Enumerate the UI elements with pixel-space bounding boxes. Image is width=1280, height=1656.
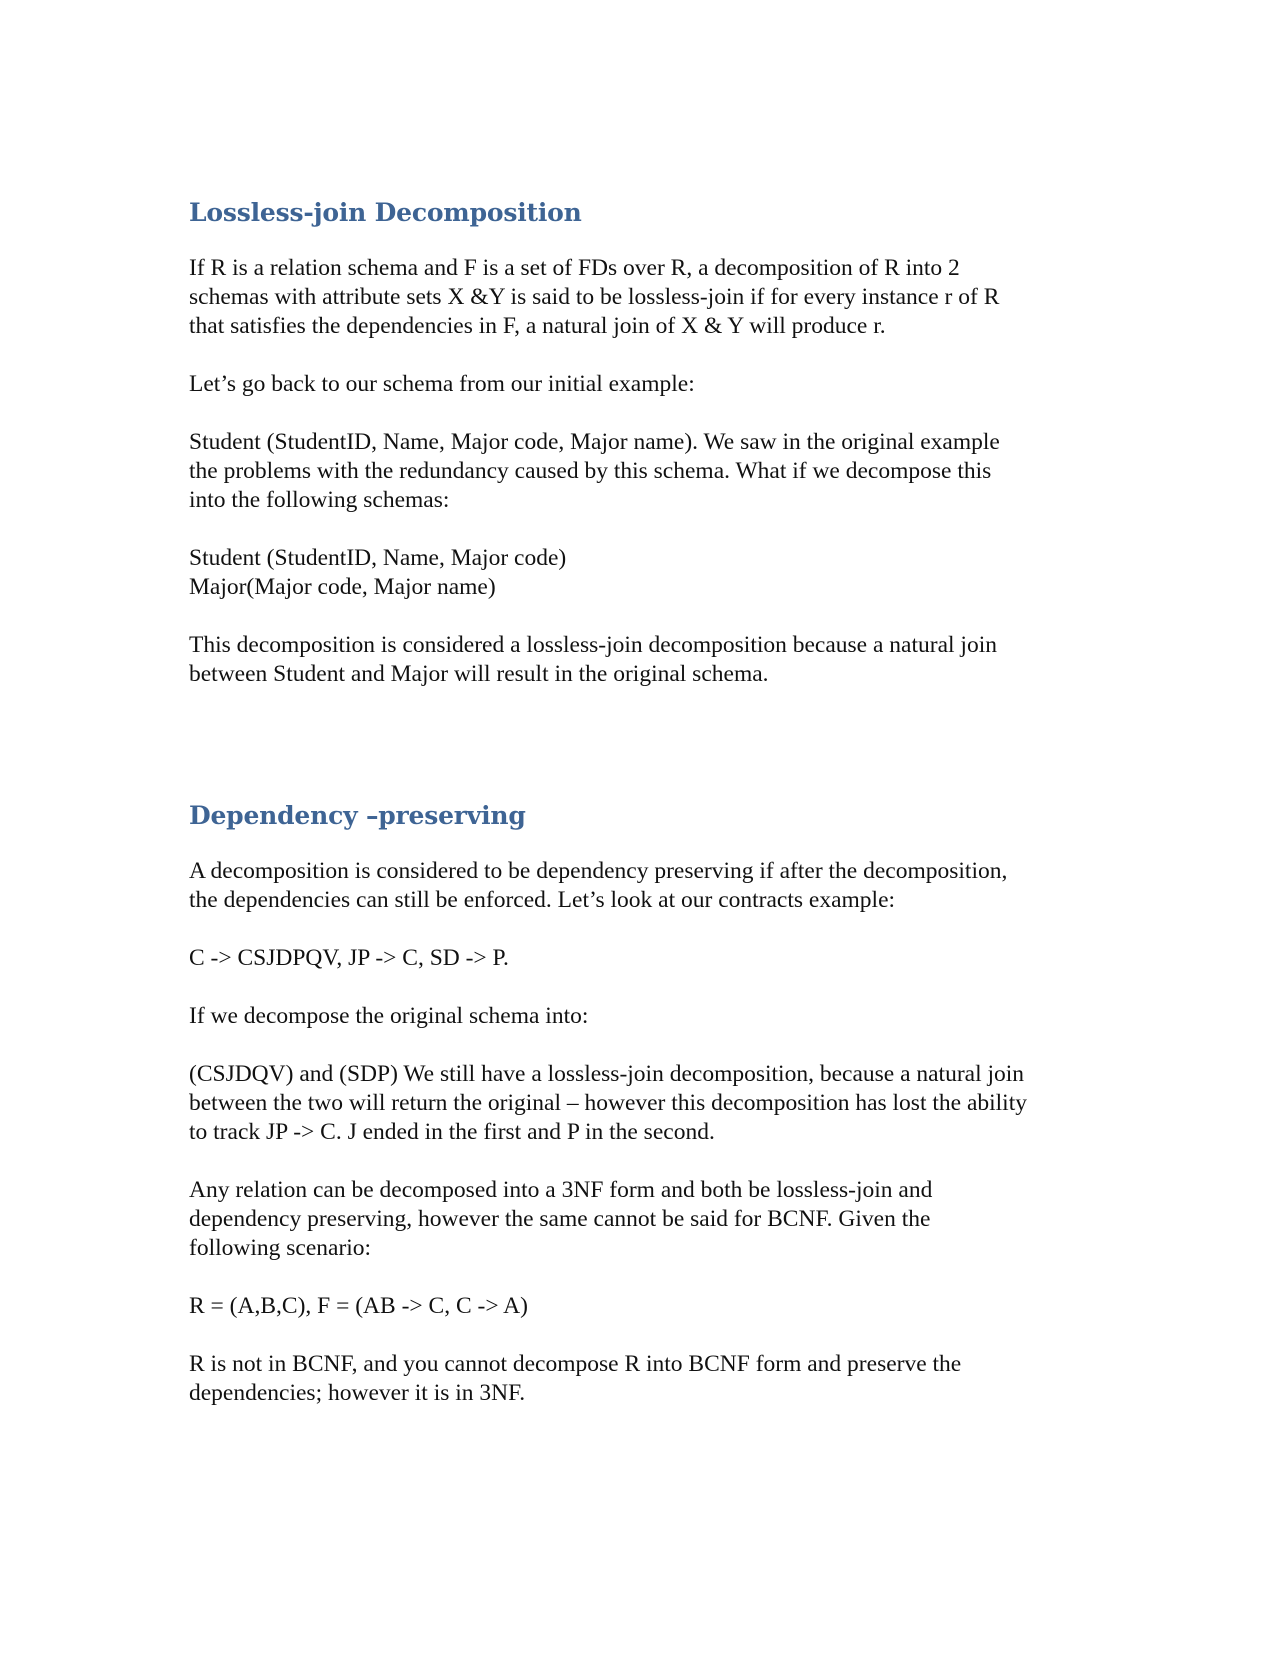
paragraph-decomposed-schemas: Student (StudentID, Name, Major code) Major(Major code, Major name) (189, 545, 567, 600)
paragraph-intro-example: Let’s go back to our schema from our initial example: (189, 371, 695, 397)
paragraph-3nf-bcnf: Any relation can be decomposed into a 3NF form and both be lossless-join and dependency preserving, however the same cannot be said for BCNF. Given the following scenario: (189, 1177, 933, 1261)
paragraph-contracts-fds: C -> CSJDPQV, JP -> C, SD -> P. (189, 945, 509, 971)
paragraph-student-schema: Student (StudentID, Name, Major code, Major name). We saw in the original example the problems with the redundancy caused by this schema. What if we decompose this into the following schemas: (189, 429, 1000, 513)
paragraph-bcnf-conclusion: R is not in BCNF, and you cannot decompose R into BCNF form and preserve the dependencies; however it is in 3NF. (189, 1351, 962, 1406)
paragraph-decompose-intro: If we decompose the original schema into: (189, 1003, 589, 1029)
paragraph-lossless-conclusion: This decomposition is considered a lossless-join decomposition because a natural join between Student and Major will result in the original schema. (189, 632, 997, 687)
paragraph-r-scenario: R = (A,B,C), F = (AB -> C, C -> A) (189, 1293, 528, 1319)
section-heading-lossless-join: Lossless-join Decomposition (189, 198, 582, 227)
paragraph-csjdqv-sdp: (CSJDQV) and (SDP) We still have a lossless-join decomposition, because a natural join between the two will return the original – however this decomposition has lost the ability to track JP -> C. J ended in the first and P in the second. (189, 1061, 1027, 1145)
paragraph-definition: If R is a relation schema and F is a set of FDs over R, a decomposition of R into 2 schemas with attribute sets X &Y is said to be lossless-join if for every instance r of R that satisfies the dependencies in F, a natural join of X & Y will produce r. (189, 255, 1000, 339)
paragraph-dependency-definition: A decomposition is considered to be dependency preserving if after the decomposition, the dependencies can still be enforced. Let’s look at our contracts example: (189, 858, 1008, 913)
section-heading-dependency-preserving: Dependency –preserving (189, 801, 526, 830)
document-body (189, 196, 1099, 1408)
